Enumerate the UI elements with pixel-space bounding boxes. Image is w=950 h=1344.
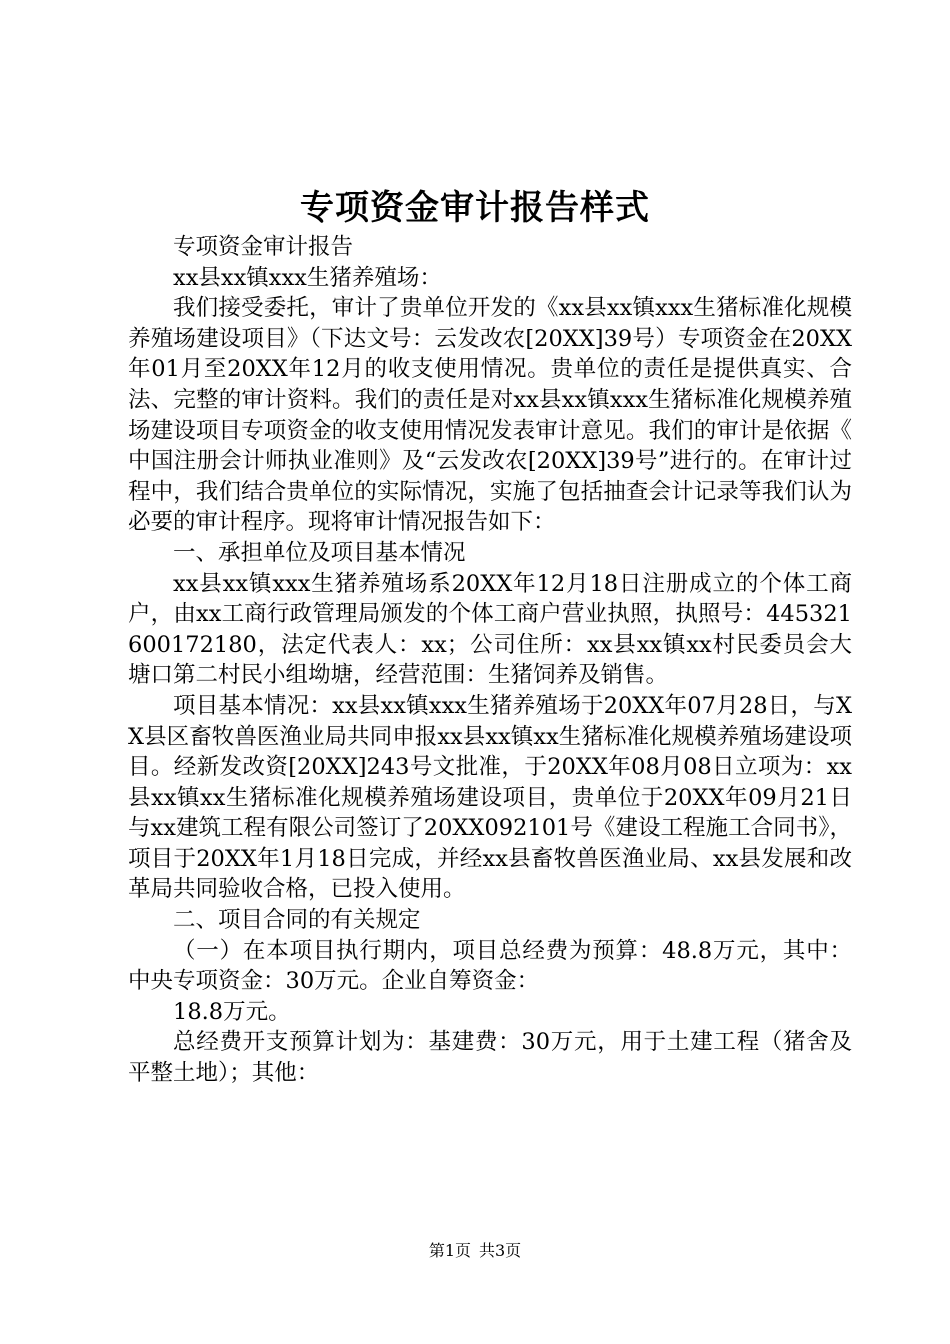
page-number: 第1页: [428, 1241, 471, 1260]
paragraph-budget: （一）在本项目执行期内，项目总经费为预算：48.8万元，其中：中央专项资金：30万元。企业自筹资金：: [128, 937, 852, 995]
section-heading-contract: 二、项目合同的有关规定: [173, 907, 421, 934]
paragraph-expense-plan: 总经费开支预算计划为：基建费：30万元，用于土建工程（猪舍及平整土地）；其他：: [128, 1029, 852, 1087]
page-footer: [0, 1240, 950, 1262]
paragraph-project-info: 项目基本情况：xx县xx镇xxx生猪养殖场于20XX年07月28日，与XX县区畜牧兽医渔业局共同申报xx县xx镇xx生猪标准化规模养殖场建设项目。经新发改资[20XX]243号文批准，于20XX年08月08日立项为：xx县xx镇xx生猪标准化规模养殖场建设项目，贵单位于20XX年09月21日与xx建筑工程有限公司签订了20XX092101号《建设工程施工合同书》，项目于20XX年1月18日完成，并经xx县畜牧兽医渔业局、xx县发展和改革局共同验收合格，已投入使用。: [128, 692, 852, 903]
paragraph-budget-continued: 18.8万元。: [173, 998, 291, 1025]
document-title: 专项资金审计报告样式: [300, 188, 650, 228]
page-total: 共3页: [479, 1241, 522, 1260]
document-body: [128, 232, 852, 1089]
paragraph-entity-info: xx县xx镇xxx生猪养殖场系20XX年12月18日注册成立的个体工商户，由xx工商行政管理局颁发的个体工商户营业执照，执照号：445321600172180，法定代表人：xx；公司住所：xx县xx镇xx村民委员会大塘口第二村民小组坳塘，经营范围：生猪饲养及销售。: [128, 570, 852, 689]
paragraph-audit-intro: 我们接受委托，审计了贵单位开发的《xx县xx镇xxx生猪标准化规模养殖场建设项目》（下达文号：云发改农[20XX]39号）专项资金在20XX年01月至20XX年12月的收支使用情况。贵单位的责任是提供真实、合法、完整的审计资料。我们的责任是对xx县xx镇xxx生猪标准化规模养殖场建设项目专项资金的收支使用情况发表审计意见。我们的审计是依据《中国注册会计师执业准则》及“云发改农[20XX]39号”进行的。在审计过程中，我们结合贵单位的实际情况，实施了包括抽查会计记录等我们认为必要的审计程序。现将审计情况报告如下：: [128, 295, 852, 536]
section-heading-basic-info: 一、承担单位及项目基本情况: [173, 539, 466, 566]
paragraph-report-heading: 专项资金审计报告: [173, 234, 354, 260]
paragraph-addressee: xx县xx镇xxx生猪养殖场：: [173, 264, 442, 291]
